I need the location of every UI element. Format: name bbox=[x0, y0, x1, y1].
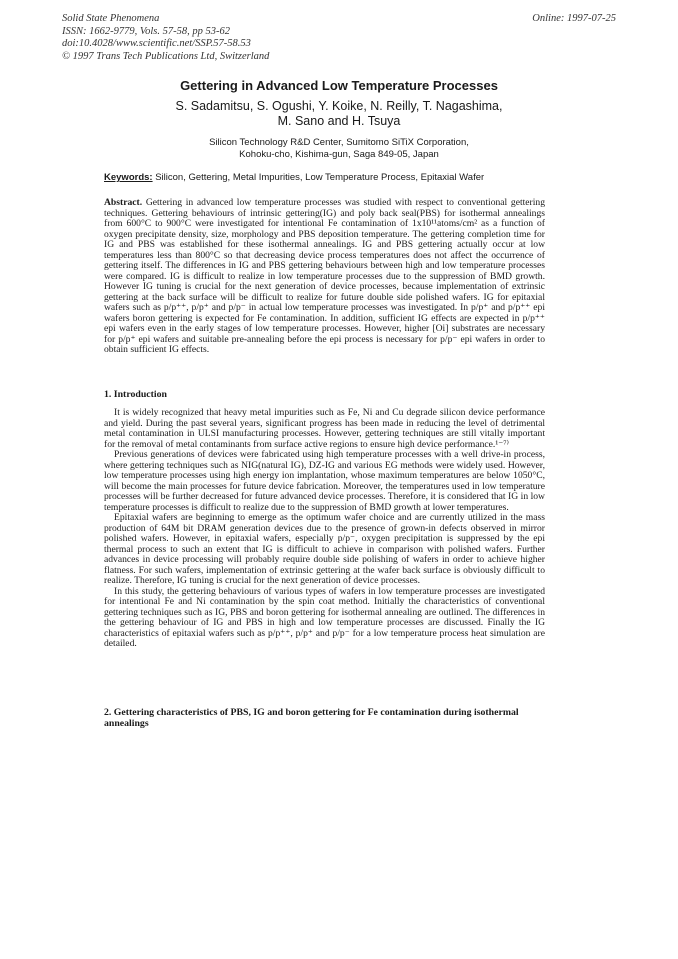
abstract bbox=[104, 198, 545, 356]
issn-line: ISSN: 1662-9779, Vols. 57-58, pp 53-62 bbox=[62, 25, 230, 37]
intro-paragraph-4: In this study, the gettering behaviours of various types of wafers in low temperature processes are investigated for intentional Fe and Ni contamination by the spin coat method. Initially the characteristics of conventional gettering techniques such as IG, PBS and boron gettering for isothermal annealing are outlined. The differences in the gettering behaviour of IG and PBS in high and low temperature processes are discussed. Finally the IG characteristics of epitaxial wafers such as p/p⁺⁺, p/p⁺ and p/p⁻ for a low temperature process heat simulation are detailed. bbox=[104, 585, 545, 649]
affiliation-line-2: Kohoku-cho, Kishima-gun, Saga 849-05, Japan bbox=[239, 149, 439, 160]
introduction-body bbox=[104, 408, 545, 650]
section-heading-introduction: 1. Introduction bbox=[104, 389, 167, 400]
paper-title: Gettering in Advanced Low Temperature Processes bbox=[180, 78, 498, 93]
section-heading-gettering: 2. Gettering characteristics of PBS, IG and boron gettering for Fe contamination during isothermal annealings bbox=[104, 707, 519, 729]
journal-name: Solid State Phenomena bbox=[62, 13, 160, 24]
authors-line-1: S. Sadamitsu, S. Ogushi, Y. Koike, N. Reilly, T. Nagashima, bbox=[175, 99, 503, 113]
doi-line[interactable]: doi:10.4028/www.scientific.net/SSP.57-58.53 bbox=[62, 38, 251, 50]
abstract-text: Gettering in advanced low temperature processes was studied with respect to conventional gettering techniques. Gettering behaviours of intrinsic gettering(IG) and poly back seal(PBS) for isothermal annealings from 600°C to 900°C were investigated for intentional Fe contamination of 1x10¹¹atoms/cm² as a function of oxygen precipitate density, size, morphology and PBS deposition temperature. The gettering completion time for IG and PBS was established for these isothermal annealings. IG and PBS gettering actually occur at low temperatures less than 800°C so that decreasing device process temperatures does not affect the occurrence of gettering itself. The differences in IG and PBS gettering behaviours between high and low temperature processes were compared. IG is difficult to realize in low temperature processes due to the suppression of BMD growth. However IG tuning is crucial for the next generation of device processes, because implementation of extrinsic gettering at the back surface will be difficult to realize for future double side polished wafers. IG for epitaxial wafers such as p/p⁺⁺, p/p⁺ and p/p⁻ in actual low temperature processes was investigated. In p/p⁺ and p/p⁺⁺ epi wafers boron gettering is expected for Fe contamination. In addition, sufficient IG effects are expected in p/p⁺⁺ epi wafers even in the early stages of low temperature processes. However, higher [Oi] substrates are necessary for p/p⁺ epi wafers and suitable pre-annealing before the epi process is necessary for p/p⁻ epi wafers in order to obtain sufficient IG effects. bbox=[104, 197, 545, 355]
authors-line-2: M. Sano and H. Tsuya bbox=[277, 114, 401, 128]
journal-header bbox=[62, 13, 422, 63]
online-date: Online: 1997-07-25 bbox=[532, 13, 616, 24]
intro-paragraph-1: It is widely recognized that heavy metal impurities such as Fe, Ni and Cu degrade silicon device performance and yield. During the past several years, significant progress has been made in reducing the level of detrimental metal contamination in ULSI manufacturing processes. However, gettering techniques are still vitally important for the removal of metal contaminants from surface active regions to ensure high device performance.¹⁻⁷⁾ bbox=[104, 407, 545, 450]
abstract-label: Abstract. bbox=[104, 197, 143, 208]
author-list bbox=[100, 99, 578, 129]
affiliation bbox=[100, 137, 578, 161]
affiliation-line-1: Silicon Technology R&D Center, Sumitomo SiTiX Corporation, bbox=[209, 137, 469, 148]
keywords-label: Keywords: bbox=[104, 172, 153, 183]
keywords bbox=[104, 172, 584, 183]
copyright-line: © 1997 Trans Tech Publications Ltd, Switzerland bbox=[62, 50, 270, 62]
intro-paragraph-2: Previous generations of devices were fabricated using high temperature processes with a well drive-in process, where gettering techniques such as NIG(natural IG), DZ-IG and various EG methods were widely used. However, low temperature processes using high energy ion implantation, whose maximum temperatures are below 1050°C, will become the main processes for future device fabrication. Moreover, the temperatures used in low temperature processes will be further decreased for future advanced device processes. Therefore, it is considered that IG in low temperature processes is difficult to realize due to the suppression of BMD growth at lower temperatures. bbox=[104, 449, 545, 513]
intro-paragraph-3: Epitaxial wafers are beginning to emerge as the optimum wafer choice and are currently utilized in the mass production of 64M bit DRAM generation devices due to the presence of grown-in defects observed in mirror polished wafers. However, in epitaxial wafers, especially p/p⁻, oxygen precipitation is suppressed by the epi thermal process to such an extent that IG is difficult to achieve in comparison with polished wafers. Further advances in device processing will probably require double side polishing of wafers in order to achieve higher flatness. For such wafers, implementation of extrinsic gettering at the wafer back surface is obviously difficult to realize. Therefore, IG tuning is crucial for the next generation of device processes. bbox=[104, 512, 545, 586]
keywords-text: Silicon, Gettering, Metal Impurities, Low Temperature Process, Epitaxial Wafer bbox=[155, 172, 485, 183]
